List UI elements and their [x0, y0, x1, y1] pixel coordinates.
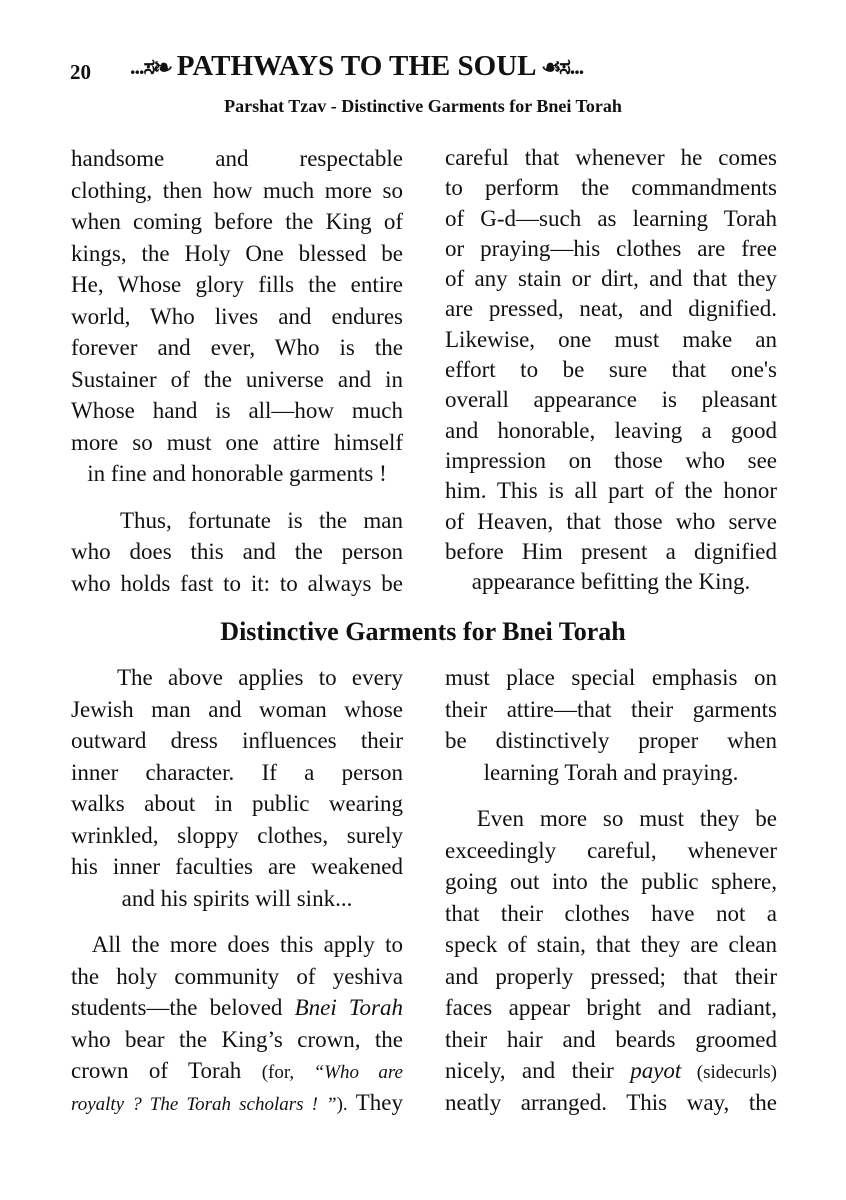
- text-line: Even more so must they be: [445, 806, 777, 831]
- text-line: [71, 1055, 403, 1087]
- text-line: overall appearance is pleasant: [445, 387, 777, 413]
- text-line: [445, 1055, 777, 1087]
- text-line: who bear the King’s crown, the: [71, 1026, 403, 1052]
- text-span: Bnei Torah: [294, 995, 403, 1020]
- text-line: The above applies to every: [71, 665, 403, 690]
- text-span: (sidecurls): [681, 1062, 777, 1083]
- paragraph: [71, 662, 403, 914]
- text-line: the holy community of yeshiva: [71, 963, 403, 989]
- text-line: clothing, then how much more so: [71, 177, 403, 203]
- text-line: and his spirits will sink...: [121, 885, 353, 911]
- text-line: careful that whenever he comes: [445, 145, 777, 170]
- text-line: going out into the public sphere,: [445, 869, 777, 894]
- text-line: who does this and the person: [71, 539, 403, 564]
- column-bottom-left: [71, 662, 403, 1133]
- text-line: wrinkled, sloppy clothes, surely: [71, 822, 403, 848]
- paragraph: [445, 143, 777, 597]
- text-line: inner character. If a person: [71, 759, 403, 785]
- section-heading: Distinctive Garments for Bnei Torah: [220, 617, 626, 646]
- text-line: walks about in public wearing: [71, 791, 403, 816]
- chapter-subtitle: Parshat Tzav - Distinctive Garments for Bnei Torah: [224, 96, 622, 116]
- text-line: are pressed, neat, and dignified.: [445, 296, 777, 322]
- running-header: [130, 50, 730, 83]
- text-span: payot: [630, 1058, 682, 1083]
- text-line: and honorable, leaving a good: [445, 417, 777, 443]
- text-line: his inner faculties are weakened: [71, 854, 403, 879]
- text-span: royalty ? The Torah scholars ! ”: [71, 1093, 337, 1115]
- text-line: impression on those who see: [445, 447, 777, 473]
- ornament-left-icon: ...ಸ❧: [130, 53, 171, 79]
- text-line: He, Whose glory fills the entire: [71, 272, 403, 297]
- text-span: ).: [336, 1093, 356, 1115]
- text-line: effort to be sure that one's: [445, 357, 777, 383]
- text-line: Sustainer of the universe and in: [71, 366, 403, 392]
- text-line: handsome and respectable: [71, 146, 403, 171]
- text-line: All the more does this apply to: [71, 932, 403, 957]
- text-span: crown of Torah: [71, 1058, 262, 1083]
- text-line: their attire—that their garments: [445, 696, 777, 722]
- text-line: to perform the commandments: [445, 175, 777, 201]
- text-line: or praying—his clothes are free: [445, 235, 777, 261]
- paragraph: [71, 505, 403, 600]
- text-line: Jewish man and woman whose: [71, 696, 403, 722]
- text-line: Thus, fortunate is the man: [71, 507, 403, 533]
- text-line: before Him present a dignified: [445, 538, 777, 564]
- column-bottom-right: [445, 662, 777, 1133]
- text-span: students—the beloved: [71, 995, 295, 1020]
- text-line: be distinctively proper when: [445, 728, 777, 753]
- text-span: “Who are: [313, 1062, 403, 1083]
- text-line: kings, the Holy One blessed be: [71, 240, 403, 266]
- paragraph: [71, 929, 403, 1118]
- text-line: their hair and beards groomed: [445, 1026, 777, 1052]
- text-line: when coming before the King of: [71, 209, 403, 234]
- text-line: must place special emphasis on: [445, 665, 777, 690]
- text-line: appearance befitting the King.: [471, 569, 751, 595]
- ornament-right-icon: ☙ಸ...: [542, 53, 584, 79]
- text-span: They: [355, 1089, 403, 1115]
- text-line: forever and ever, Who is the: [71, 335, 403, 360]
- text-line: speck of stain, that they are clean: [445, 932, 777, 957]
- text-line: world, Who lives and endures: [71, 303, 403, 329]
- text-line: who holds fast to it: to always be: [71, 570, 403, 596]
- paragraph: [445, 662, 777, 788]
- text-line: of Heaven, that those who serve: [445, 508, 777, 534]
- text-line: exceedingly careful, whenever: [445, 837, 777, 863]
- text-line: more so must one attire himself: [71, 429, 403, 455]
- text-line: [71, 992, 403, 1024]
- text-line: in fine and honorable garments !: [87, 461, 387, 486]
- text-line: Whose hand is all—how much: [71, 398, 403, 423]
- text-line: [71, 1087, 403, 1119]
- text-span: (for,: [261, 1062, 314, 1083]
- text-line: and properly pressed; that their: [445, 963, 777, 989]
- text-line: faces appear bright and radiant,: [445, 995, 777, 1020]
- text-line: Likewise, one must make an: [445, 326, 777, 352]
- paragraph: [71, 143, 403, 490]
- text-line: of any stain or dirt, and that they: [445, 266, 777, 292]
- paragraph: [445, 803, 777, 1118]
- column-top-left: [71, 143, 403, 614]
- text-line: of G-d—such as learning Torah: [445, 205, 777, 231]
- text-line: learning Torah and praying.: [483, 759, 739, 785]
- text-line: neatly arranged. This way, the: [445, 1089, 777, 1115]
- text-line: outward dress influences their: [71, 728, 403, 753]
- running-title: PATHWAYS TO THE SOUL: [176, 50, 537, 82]
- text-span: nicely, and their: [445, 1058, 631, 1083]
- text-line: that their clothes have not a: [445, 900, 777, 926]
- column-top-right: [445, 143, 777, 612]
- text-line: him. This is all part of the honor: [445, 478, 777, 504]
- page-number: 20: [70, 60, 91, 84]
